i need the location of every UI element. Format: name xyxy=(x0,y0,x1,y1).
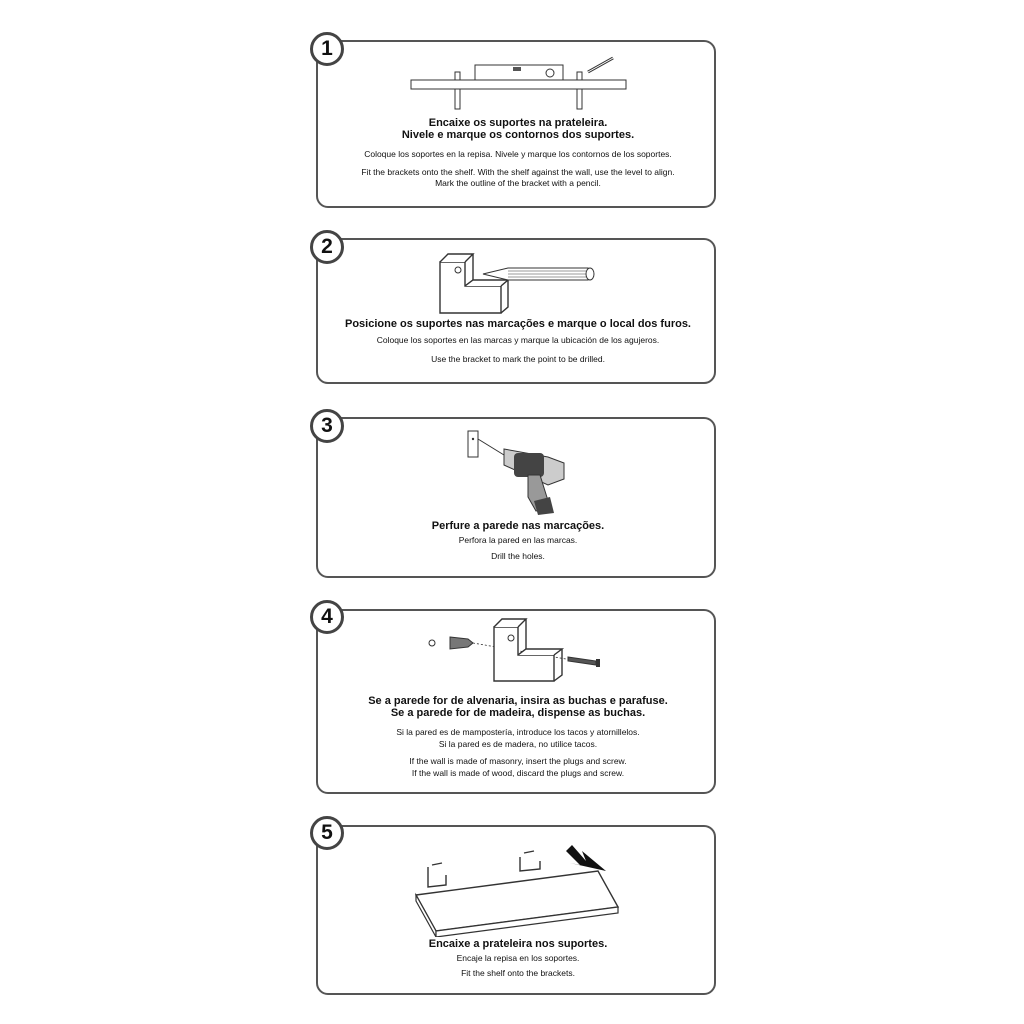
step-2-es-line-1: Coloque los soportes en las marcas y marque la ubicación de los agujeros. xyxy=(376,335,660,345)
step-3-en-line-1: Drill the holes. xyxy=(491,550,545,561)
step-4-pt-line-1: Se a parede for de alvenaria, insira as buchas e parafuse. xyxy=(368,695,668,707)
step-4-card xyxy=(316,609,716,794)
step-4-es-line-1: Si la pared es de mampostería, introduce los tacos y atornillelos. xyxy=(396,727,640,737)
step-1-pt-line-2: Nivele e marque os contornos dos suportes. xyxy=(401,129,635,141)
bracket-and-pencil-illustration xyxy=(318,240,718,320)
step-4-en-line-2: If the wall is made of wood, discard the plugs and screw. xyxy=(411,767,625,778)
shelf-on-brackets-illustration xyxy=(318,827,718,937)
step-1-en-line-2: Mark the outline of the bracket with a pencil. xyxy=(435,178,601,188)
step-5-es-line-1: Encaje la repisa en los soportes. xyxy=(456,953,580,963)
step-2-number-badge: 2 xyxy=(310,230,344,264)
step-1-es-line-1: Coloque los soportes en la repisa. Nivele y marque los contornos de los soportes. xyxy=(364,149,672,159)
step-4-pt-line-2: Se a parede for de madeira, dispense as buchas. xyxy=(390,707,646,719)
step-4-es-line-2: Si la pared es de madera, no utilice tacos. xyxy=(438,738,598,749)
step-2-en-line-1: Use the bracket to mark the point to be drilled. xyxy=(431,353,605,364)
plug-bracket-screw-illustration xyxy=(318,611,718,691)
step-5-card xyxy=(316,825,716,995)
step-3-card xyxy=(316,417,716,578)
drill-illustration xyxy=(318,419,718,519)
step-3-number-badge: 3 xyxy=(310,409,344,443)
step-1-text xyxy=(318,117,718,190)
step-2-pt-line-1: Posicione os suportes nas marcações e marque o local dos furos. xyxy=(344,318,691,330)
step-5-pt-line-1: Encaixe a prateleira nos suportes. xyxy=(428,938,608,950)
step-1-en-line-1: Fit the brackets onto the shelf. With the shelf against the wall, use the level to align. xyxy=(361,166,675,177)
step-4-text xyxy=(318,695,718,779)
step-1-pt-line-1: Encaixe os suportes na prateleira. xyxy=(428,117,608,129)
step-4-number-badge: 4 xyxy=(310,600,344,634)
step-3-text xyxy=(318,520,718,562)
step-3-es-line-1: Perfora la pared en las marcas. xyxy=(458,535,578,545)
level-and-shelf-illustration xyxy=(318,42,718,112)
step-3-pt-line-1: Perfure a parede nas marcações. xyxy=(431,520,605,532)
step-5-number-badge: 5 xyxy=(310,816,344,850)
step-1-card xyxy=(316,40,716,208)
step-5-text xyxy=(318,938,718,979)
step-5-en-line-1: Fit the shelf onto the brackets. xyxy=(461,967,575,978)
step-4-en-line-1: If the wall is made of masonry, insert the plugs and screw. xyxy=(409,756,627,766)
step-1-number-badge: 1 xyxy=(310,32,344,66)
step-2-card xyxy=(316,238,716,384)
step-2-text xyxy=(318,318,718,365)
